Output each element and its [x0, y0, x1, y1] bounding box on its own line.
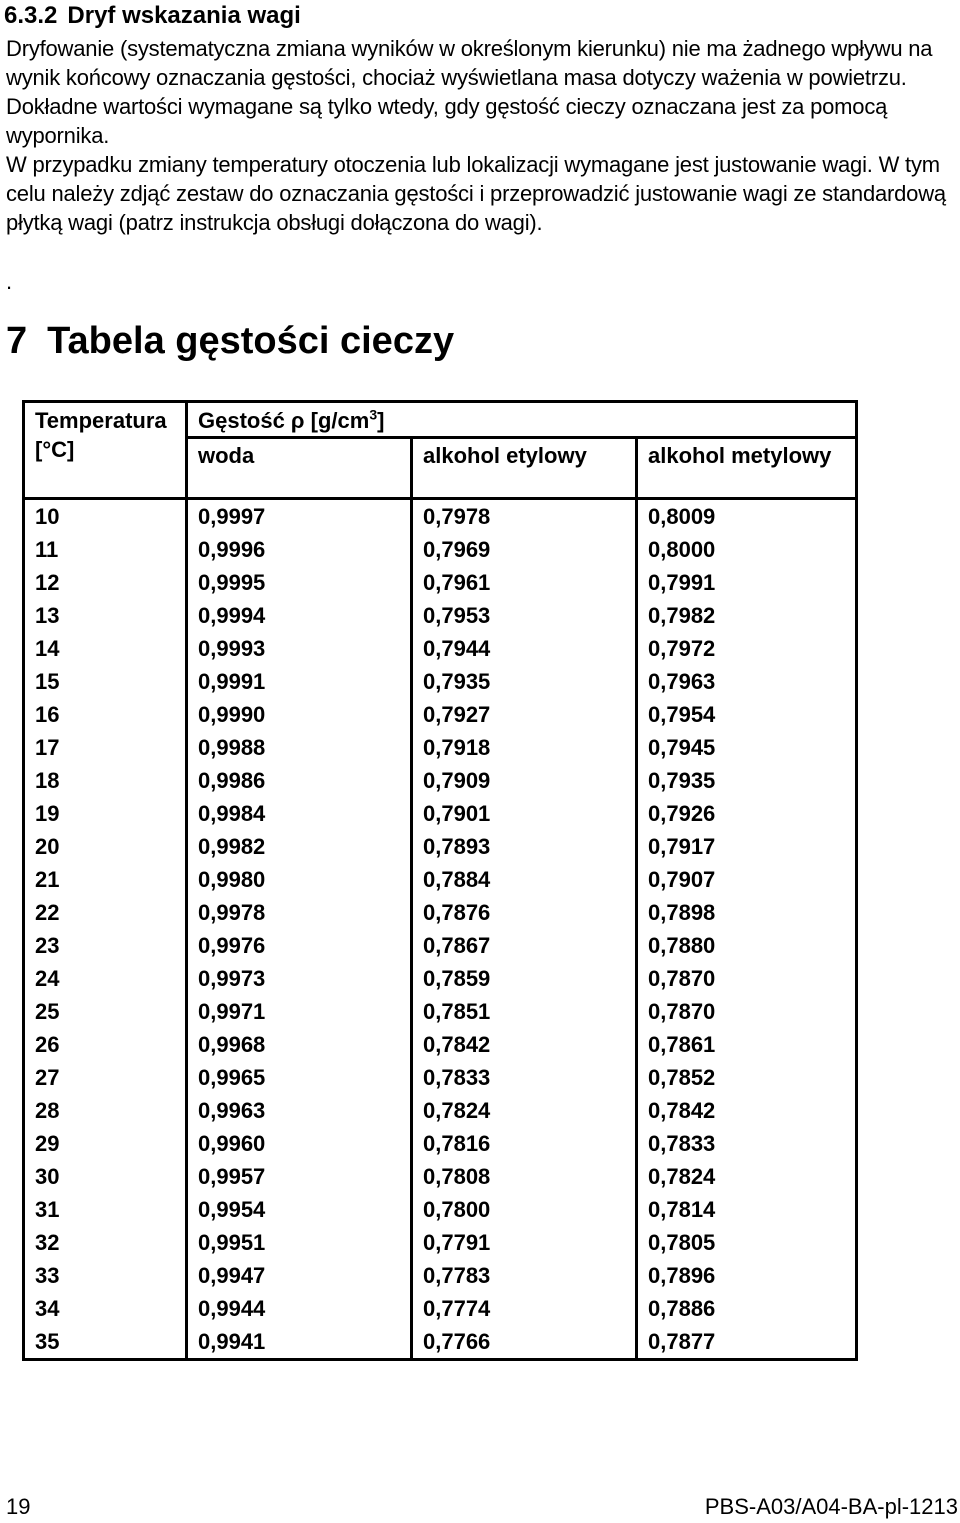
table-row [24, 499, 857, 534]
table-row [24, 1292, 857, 1325]
ethanol-density-cell: 0,7833 [412, 1061, 637, 1094]
water-density-cell: 0,9978 [187, 896, 412, 929]
table-row [24, 1061, 857, 1094]
table-row [24, 1160, 857, 1193]
table-row [24, 533, 857, 566]
methanol-density-cell: 0,7907 [637, 863, 857, 896]
water-density-cell: 0,9954 [187, 1193, 412, 1226]
methanol-density-cell: 0,7814 [637, 1193, 857, 1226]
table-row [24, 665, 857, 698]
table-row [24, 896, 857, 929]
table-row [24, 1226, 857, 1259]
methanol-density-cell: 0,7982 [637, 599, 857, 632]
temperature-cell: 15 [24, 665, 187, 698]
temperature-cell: 29 [24, 1127, 187, 1160]
temperature-cell: 22 [24, 896, 187, 929]
water-density-cell: 0,9960 [187, 1127, 412, 1160]
methanol-density-cell: 0,7842 [637, 1094, 857, 1127]
ethanol-density-cell: 0,7953 [412, 599, 637, 632]
density-table [22, 400, 858, 1361]
table-row [24, 599, 857, 632]
methanol-density-cell: 0,7898 [637, 896, 857, 929]
methanol-density-cell: 0,7824 [637, 1160, 857, 1193]
water-density-cell: 0,9997 [187, 499, 412, 534]
temperature-cell: 28 [24, 1094, 187, 1127]
table-row [24, 830, 857, 863]
temperature-cell: 18 [24, 764, 187, 797]
ethanol-density-cell: 0,7918 [412, 731, 637, 764]
paragraph-dot: . [6, 269, 12, 294]
ethanol-density-cell: 0,7961 [412, 566, 637, 599]
temperature-cell: 16 [24, 698, 187, 731]
page-number: 19 [6, 1494, 31, 1519]
water-density-cell: 0,9941 [187, 1325, 412, 1360]
ethanol-density-cell: 0,7935 [412, 665, 637, 698]
methanol-density-cell: 0,7972 [637, 632, 857, 665]
ethanol-density-cell: 0,7859 [412, 962, 637, 995]
water-density-cell: 0,9971 [187, 995, 412, 1028]
table-row [24, 764, 857, 797]
ethanol-density-cell: 0,7978 [412, 499, 637, 534]
methanol-density-cell: 0,7917 [637, 830, 857, 863]
density-header [187, 402, 857, 438]
density-table-body [24, 499, 857, 1360]
ethanol-density-cell: 0,7851 [412, 995, 637, 1028]
ethanol-density-cell: 0,7766 [412, 1325, 637, 1360]
water-density-cell: 0,9944 [187, 1292, 412, 1325]
table-row [24, 962, 857, 995]
temperature-cell: 25 [24, 995, 187, 1028]
methanol-density-cell: 0,7954 [637, 698, 857, 731]
table-row [24, 797, 857, 830]
ethanol-density-cell: 0,7808 [412, 1160, 637, 1193]
section-number: 6.3.2 [4, 2, 58, 29]
water-density-cell: 0,9973 [187, 962, 412, 995]
methanol-density-cell: 0,7805 [637, 1226, 857, 1259]
water-density-cell: 0,9993 [187, 632, 412, 665]
chapter-heading [6, 318, 454, 364]
table-row [24, 566, 857, 599]
density-header-bracket: ] [377, 408, 385, 433]
ethanol-density-cell: 0,7944 [412, 632, 637, 665]
table-row [24, 1325, 857, 1360]
temperature-cell: 26 [24, 1028, 187, 1061]
table-row [24, 929, 857, 962]
table-row [24, 731, 857, 764]
table-row [24, 698, 857, 731]
table-row [24, 863, 857, 896]
temperature-cell: 32 [24, 1226, 187, 1259]
water-density-cell: 0,9963 [187, 1094, 412, 1127]
methanol-density-cell: 0,7880 [637, 929, 857, 962]
temperature-cell: 11 [24, 533, 187, 566]
paragraph-adjustment: W przypadku zmiany temperatury otoczenia lub lokalizacji wymagane jest justowanie wagi. W tym celu należy zdjąć zestaw do oznaczania gęstości i przeprowadzić justowanie wagi ze standardową płytką wagi (patrz instrukcja obsługi dołączona do wagi). [6, 152, 946, 235]
chapter-title: Tabela gęstości cieczy [47, 320, 455, 362]
water-density-cell: 0,9976 [187, 929, 412, 962]
density-header-exponent: 3 [369, 406, 378, 423]
methanol-density-cell: 0,7991 [637, 566, 857, 599]
temperature-cell: 24 [24, 962, 187, 995]
water-density-cell: 0,9986 [187, 764, 412, 797]
ethanol-density-cell: 0,7901 [412, 797, 637, 830]
water-density-cell: 0,9995 [187, 566, 412, 599]
temperature-cell: 33 [24, 1259, 187, 1292]
column-header-methanol: alkohol metylowy [637, 438, 857, 499]
paragraph-drift: Dryfowanie (systematyczna zmiana wyników w określonym kierunku) nie ma żadnego wpływu na wynik końcowy oznaczania gęstości, chociaż wyświetlana masa dotyczy ważenia w powietrzu. Dokładne wartości wymagane są tylko wtedy, gdy gęstość cieczy oznaczana jest za pomocą wypornika. [6, 36, 933, 148]
table-row [24, 1028, 857, 1061]
column-header-water: woda [187, 438, 412, 499]
water-density-cell: 0,9990 [187, 698, 412, 731]
ethanol-density-cell: 0,7800 [412, 1193, 637, 1226]
methanol-density-cell: 0,7926 [637, 797, 857, 830]
ethanol-density-cell: 0,7884 [412, 863, 637, 896]
table-row [24, 1193, 857, 1226]
ethanol-density-cell: 0,7774 [412, 1292, 637, 1325]
water-density-cell: 0,9968 [187, 1028, 412, 1061]
table-row [24, 632, 857, 665]
table-row [24, 995, 857, 1028]
water-density-cell: 0,9965 [187, 1061, 412, 1094]
temperature-cell: 23 [24, 929, 187, 962]
ethanol-density-cell: 0,7842 [412, 1028, 637, 1061]
water-density-cell: 0,9984 [187, 797, 412, 830]
methanol-density-cell: 0,7877 [637, 1325, 857, 1360]
temperature-header: Temperatura [°C] [24, 402, 187, 499]
temperature-cell: 31 [24, 1193, 187, 1226]
ethanol-density-cell: 0,7867 [412, 929, 637, 962]
temperature-cell: 14 [24, 632, 187, 665]
ethanol-density-cell: 0,7909 [412, 764, 637, 797]
ethanol-density-cell: 0,7816 [412, 1127, 637, 1160]
temperature-cell: 34 [24, 1292, 187, 1325]
temperature-cell: 27 [24, 1061, 187, 1094]
ethanol-density-cell: 0,7783 [412, 1259, 637, 1292]
water-density-cell: 0,9947 [187, 1259, 412, 1292]
ethanol-density-cell: 0,7969 [412, 533, 637, 566]
temperature-cell: 13 [24, 599, 187, 632]
ethanol-density-cell: 0,7876 [412, 896, 637, 929]
ethanol-density-cell: 0,7791 [412, 1226, 637, 1259]
methanol-density-cell: 0,7852 [637, 1061, 857, 1094]
column-header-ethanol: alkohol etylowy [412, 438, 637, 499]
temperature-cell: 19 [24, 797, 187, 830]
water-density-cell: 0,9994 [187, 599, 412, 632]
methanol-density-cell: 0,7861 [637, 1028, 857, 1061]
table-row [24, 1259, 857, 1292]
methanol-density-cell: 0,7886 [637, 1292, 857, 1325]
methanol-density-cell: 0,8009 [637, 499, 857, 534]
methanol-density-cell: 0,7896 [637, 1259, 857, 1292]
section-heading [4, 2, 301, 30]
methanol-density-cell: 0,8000 [637, 533, 857, 566]
temperature-cell: 30 [24, 1160, 187, 1193]
temperature-cell: 17 [24, 731, 187, 764]
temperature-cell: 12 [24, 566, 187, 599]
ethanol-density-cell: 0,7893 [412, 830, 637, 863]
temperature-cell: 35 [24, 1325, 187, 1360]
methanol-density-cell: 0,7945 [637, 731, 857, 764]
temperature-cell: 20 [24, 830, 187, 863]
temperature-cell: 10 [24, 499, 187, 534]
water-density-cell: 0,9996 [187, 533, 412, 566]
temperature-cell: 21 [24, 863, 187, 896]
methanol-density-cell: 0,7870 [637, 962, 857, 995]
methanol-density-cell: 0,7963 [637, 665, 857, 698]
methanol-density-cell: 0,7833 [637, 1127, 857, 1160]
chapter-number: 7 [6, 320, 28, 362]
water-density-cell: 0,9991 [187, 665, 412, 698]
water-density-cell: 0,9980 [187, 863, 412, 896]
water-density-cell: 0,9982 [187, 830, 412, 863]
ethanol-density-cell: 0,7927 [412, 698, 637, 731]
document-code: PBS-A03/A04-BA-pl-1213 [704, 1494, 958, 1519]
methanol-density-cell: 0,7870 [637, 995, 857, 1028]
table-row [24, 1094, 857, 1127]
table-row [24, 1127, 857, 1160]
ethanol-density-cell: 0,7824 [412, 1094, 637, 1127]
section-title: Dryf wskazania wagi [67, 2, 301, 29]
density-header-label: Gęstość ρ [g/cm [198, 408, 370, 433]
water-density-cell: 0,9988 [187, 731, 412, 764]
water-density-cell: 0,9951 [187, 1226, 412, 1259]
methanol-density-cell: 0,7935 [637, 764, 857, 797]
water-density-cell: 0,9957 [187, 1160, 412, 1193]
